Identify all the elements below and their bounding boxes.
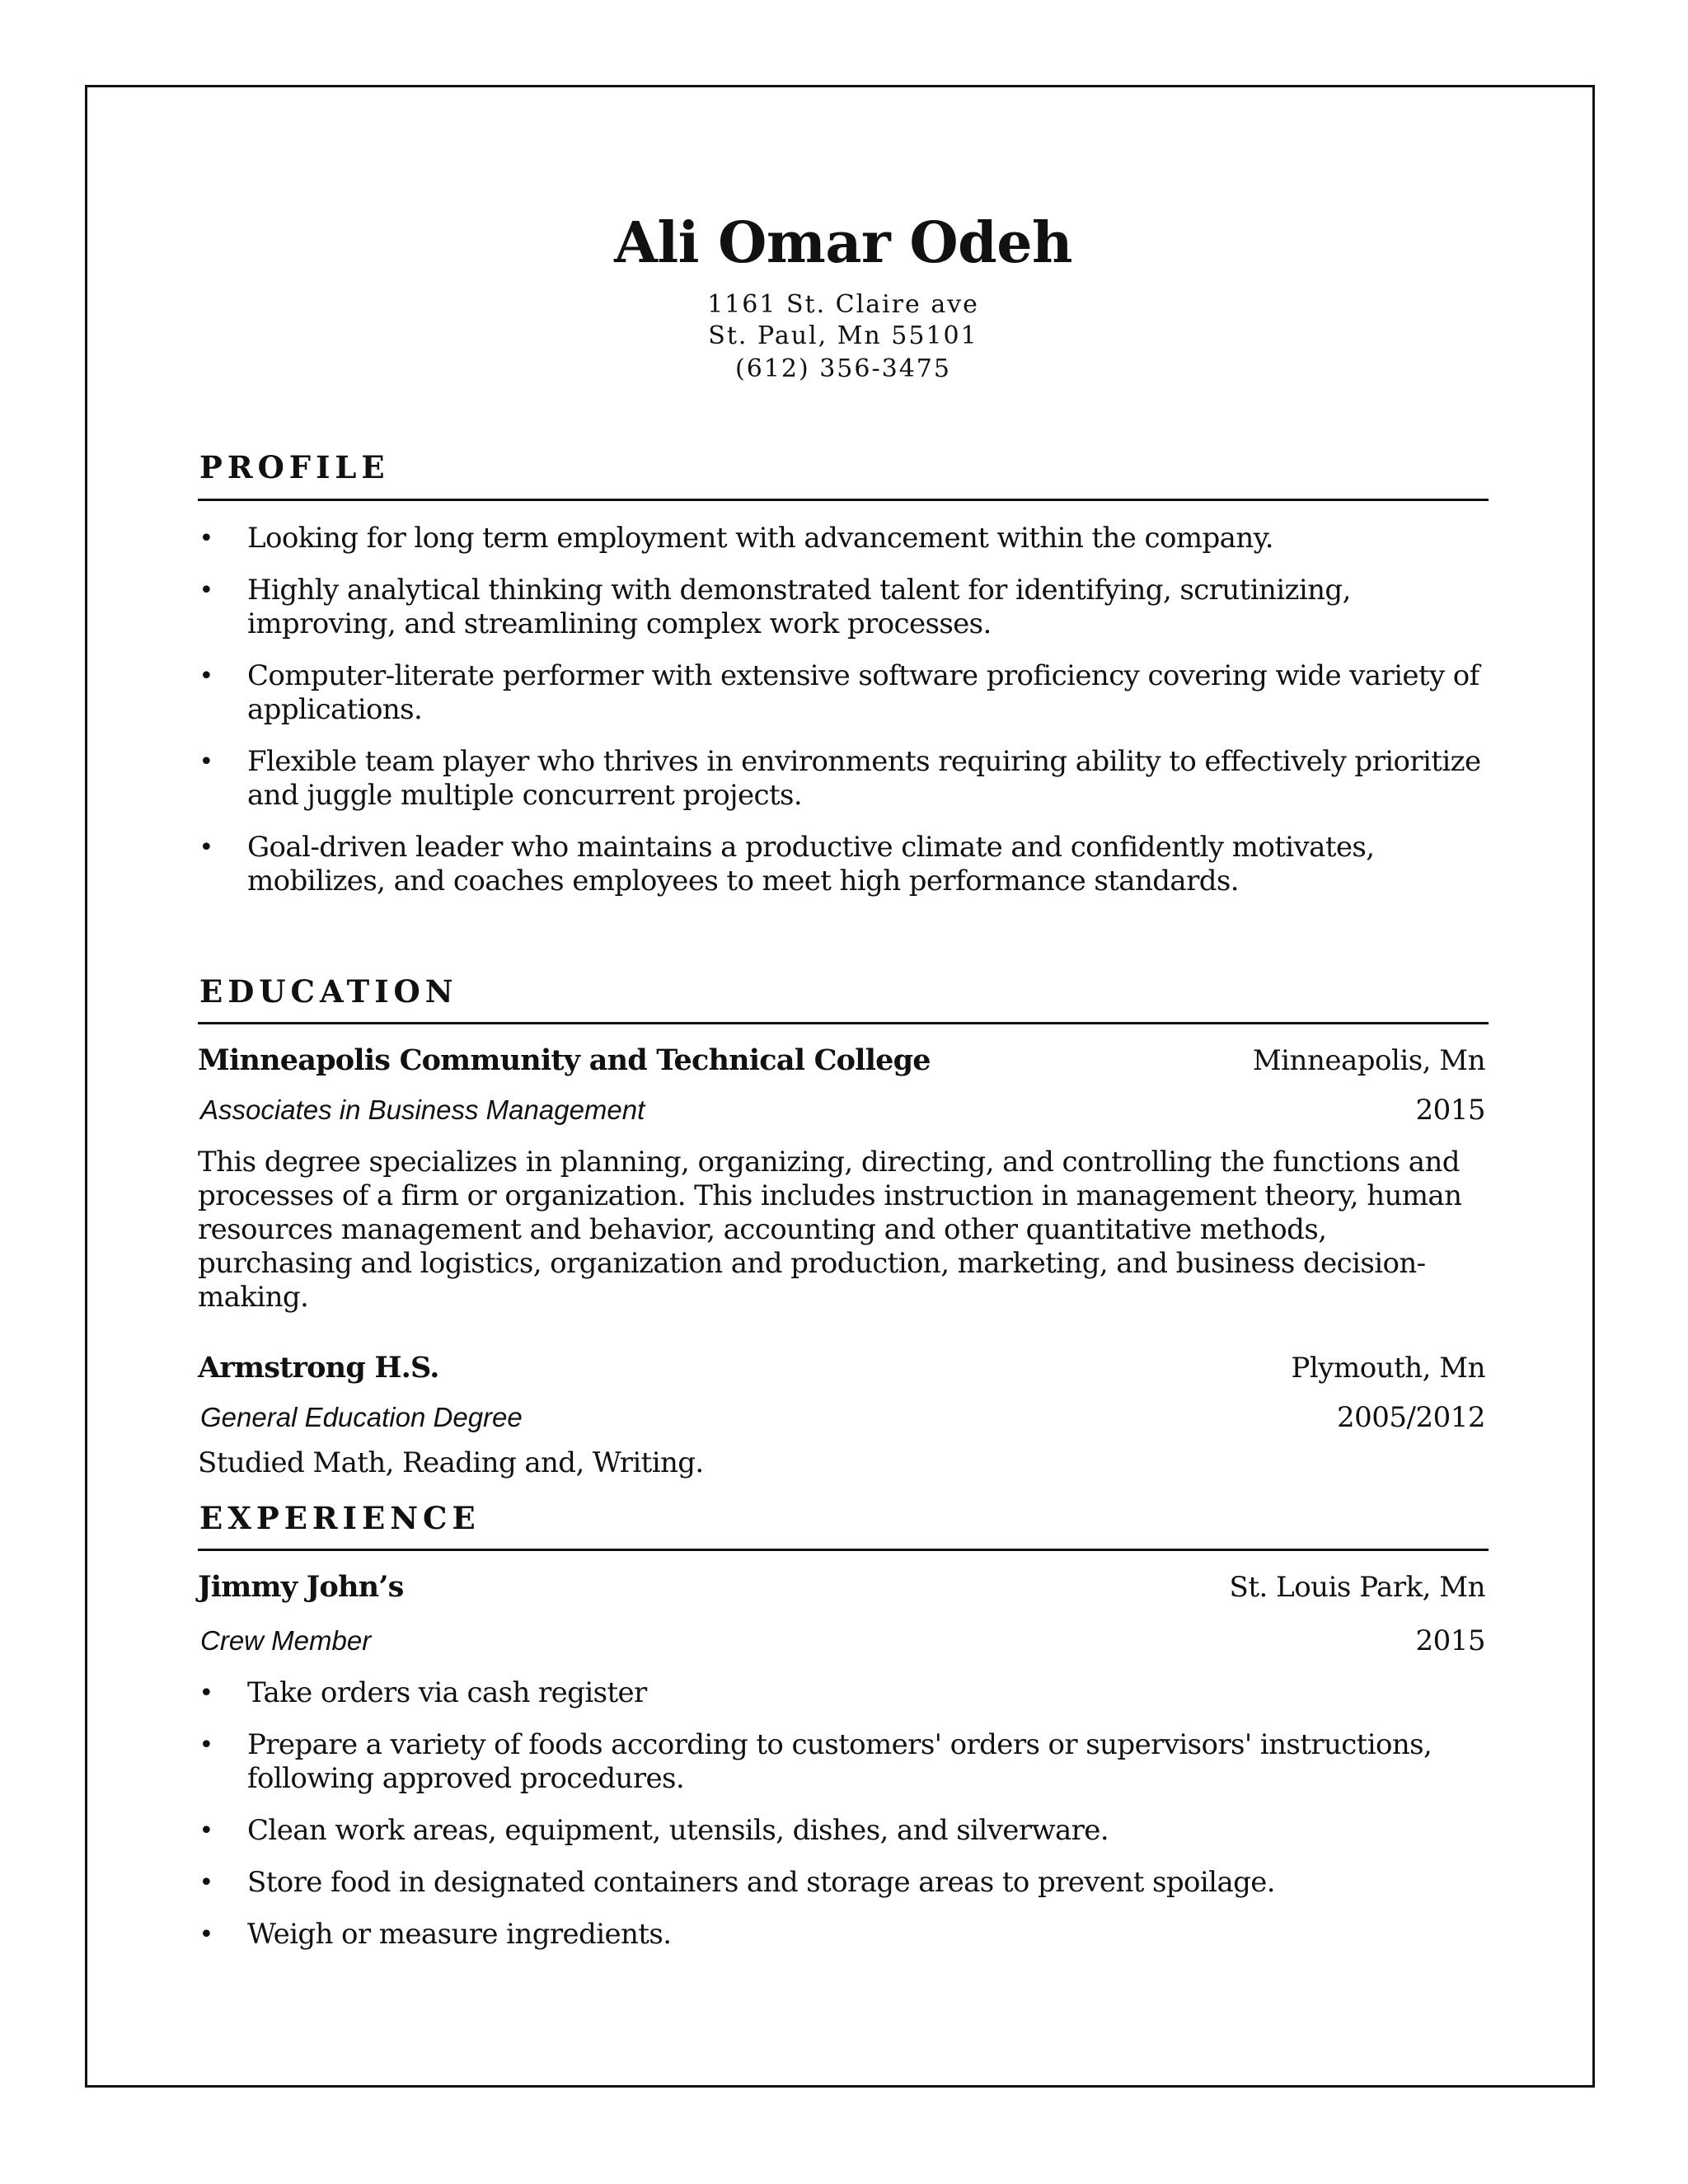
list-item: • Prepare a variety of foods according to customers' orders or supervisors' instructions, following approved procedures.	[199, 1728, 1432, 1795]
institution-name: Minneapolis Community and Technical College	[198, 1043, 931, 1077]
degree-name: General Education Degree	[200, 1402, 523, 1432]
education-entry-header	[198, 1347, 1489, 1389]
degree-name: Associates in Business Management	[200, 1094, 645, 1125]
degree-year: 2015	[1415, 1094, 1485, 1127]
duties-list	[198, 1676, 1489, 1970]
list-item: • Store food in designated containers and storage areas to prevent spoilage.	[199, 1866, 1276, 1899]
list-item: • Flexible team player who thrives in environments requiring ability to effectively prioritize and juggle multiple concurrent projects.	[199, 745, 1481, 812]
education-divider	[198, 1022, 1489, 1024]
address-line-2: St. Paul, Mn 55101	[708, 321, 978, 350]
degree-description: Studied Math, Reading and, Writing.	[198, 1446, 704, 1479]
employer-location: St. Louis Park, Mn	[1229, 1571, 1485, 1604]
education-entry-subheader	[198, 1090, 1489, 1131]
education-entry-header	[198, 1040, 1489, 1081]
experience-entry-header	[198, 1567, 1489, 1608]
bullet-icon: •	[199, 1679, 213, 1708]
phone-number: (612) 356-3475	[735, 354, 951, 383]
profile-list	[198, 522, 1489, 916]
bullet-icon: •	[199, 524, 213, 553]
job-year: 2015	[1415, 1624, 1485, 1657]
list-item: • Computer-literate performer with extensive software proficiency covering wide variety of applications.	[199, 659, 1479, 726]
education-heading: EDUCATION	[199, 973, 458, 1010]
employer-name: Jimmy John’s	[198, 1570, 404, 1604]
bullet-icon: •	[199, 833, 213, 862]
list-item: • Looking for long term employment with advancement within the company.	[199, 522, 1273, 555]
bullet-icon: •	[199, 748, 213, 776]
candidate-name: Ali Omar Odeh	[614, 210, 1072, 276]
bullet-icon: •	[199, 1920, 213, 1949]
institution-name: Armstrong H.S.	[198, 1351, 439, 1385]
degree-description: This degree specializes in planning, organizing, directing, and controlling the functions and processes of a firm or organization. This includes instruction in management theory, human resources management and behavior, accounting and other quantitative methods, purchasing and logistics, organization and production, marketing, and business decision-making.	[198, 1146, 1462, 1314]
institution-location: Minneapolis, Mn	[1252, 1044, 1485, 1077]
list-item: • Highly analytical thinking with demonstrated talent for identifying, scrutinizing, improving, and streamlining complex work processes.	[199, 574, 1351, 640]
education-entry-subheader	[198, 1397, 1489, 1438]
list-item: • Weigh or measure ingredients.	[199, 1918, 672, 1951]
experience-heading: EXPERIENCE	[199, 1500, 481, 1536]
degree-year: 2005/2012	[1336, 1401, 1485, 1434]
experience-divider	[198, 1549, 1489, 1551]
profile-heading: PROFILE	[199, 449, 390, 485]
bullet-icon: •	[199, 576, 213, 605]
list-item: • Goal-driven leader who maintains a productive climate and confidently motivates, mobilizes, and coaches employees to meet high performance standards.	[199, 831, 1375, 898]
list-item: • Take orders via cash register	[199, 1676, 647, 1709]
institution-location: Plymouth, Mn	[1291, 1352, 1485, 1385]
address-line-1: 1161 St. Claire ave	[707, 290, 979, 319]
bullet-icon: •	[199, 1731, 213, 1760]
profile-divider	[198, 499, 1489, 501]
list-item: • Clean work areas, equipment, utensils, dishes, and silverware.	[199, 1814, 1109, 1847]
job-role: Crew Member	[200, 1625, 372, 1656]
experience-entry-subheader	[198, 1620, 1489, 1661]
bullet-icon: •	[199, 1868, 213, 1897]
bullet-icon: •	[199, 1816, 213, 1845]
bullet-icon: •	[199, 662, 213, 691]
